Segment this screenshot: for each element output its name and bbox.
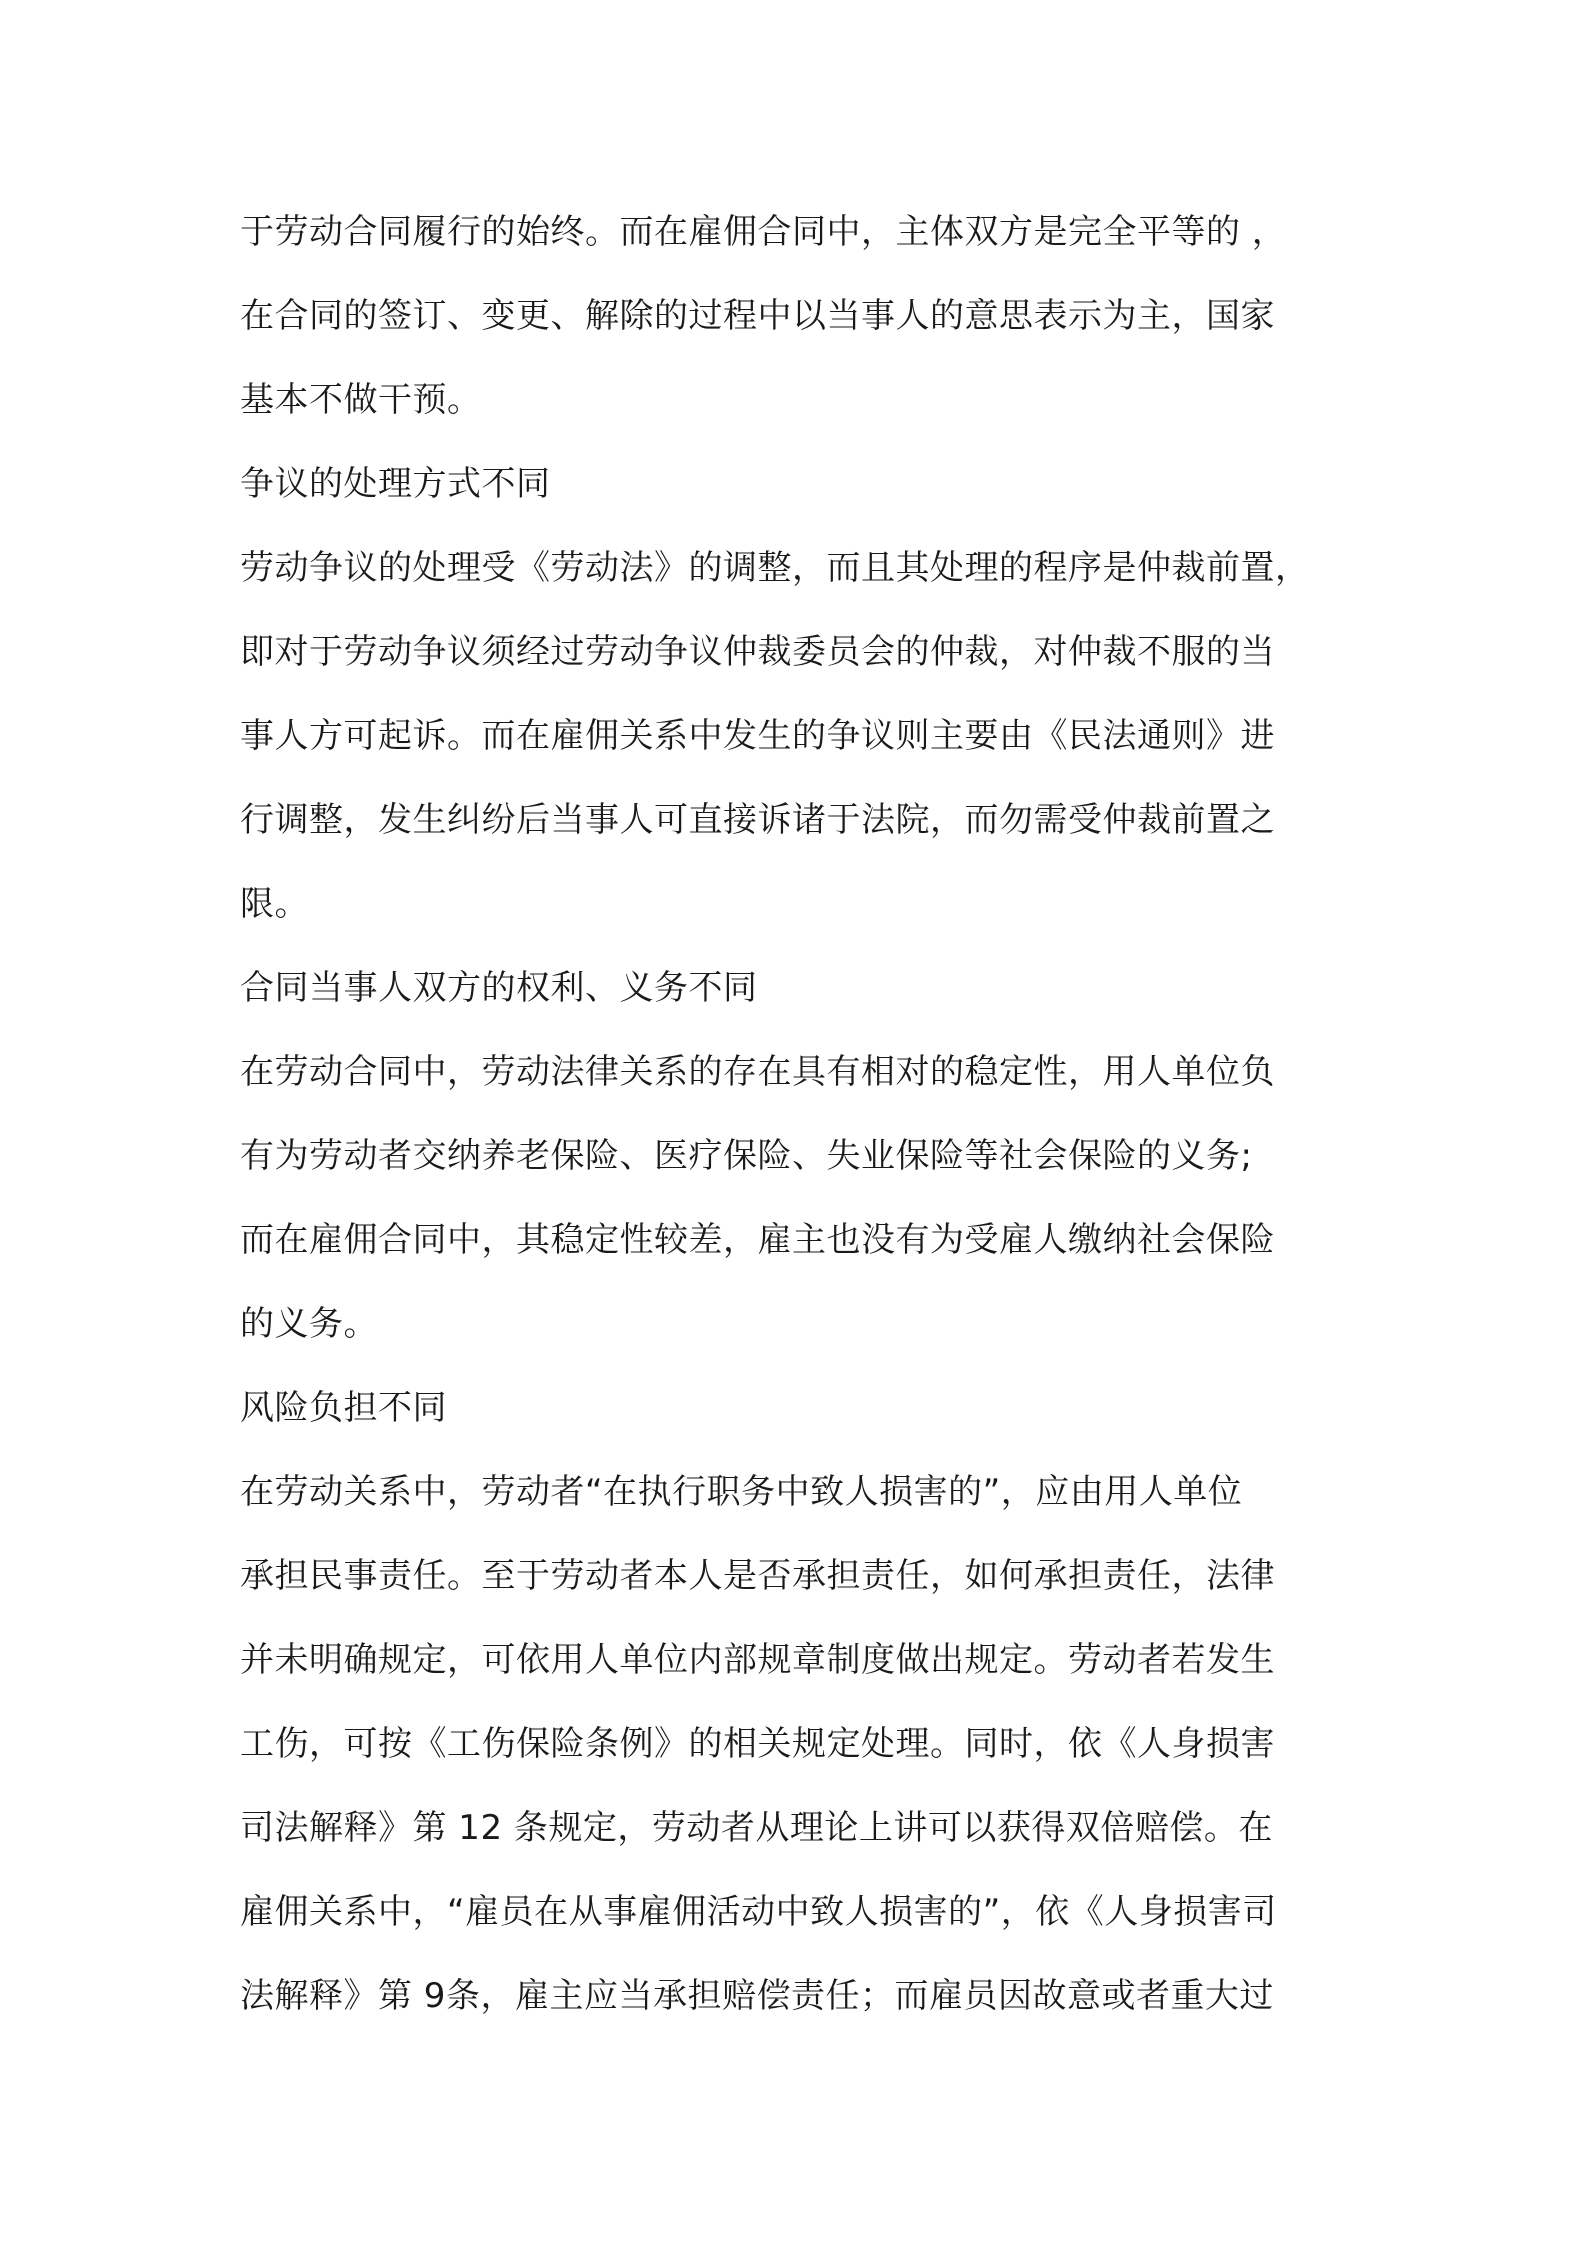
paragraph-line: 劳动争议的处理受《劳动法》的调整，而且其处理的程序是仲裁前置，	[240, 548, 1310, 588]
paragraph-line: 在劳动合同中，劳动法律关系的存在具有相对的稳定性，用人单位负	[240, 1052, 1275, 1092]
paragraph-line: 事人方可起诉。而在雇佣关系中发生的争议则主要由《民法通则》进	[240, 716, 1275, 756]
paragraph-line: 法解释》第 9条，雇主应当承担赔偿责任；而雇员因故意或者重大过	[240, 1976, 1274, 2016]
paragraph-line: 于劳动合同履行的始终。而在雇佣合同中，主体双方是完全平等的 ，	[240, 212, 1287, 252]
paragraph-line: 有为劳动者交纳养老保险、医疗保险、失业保险等社会保险的义务;	[240, 1136, 1253, 1176]
paragraph-line: 的义务。	[240, 1304, 378, 1344]
paragraph-line: 在合同的签订、变更、解除的过程中以当事人的意思表示为主，国家	[240, 296, 1275, 336]
paragraph-line: 限。	[240, 884, 309, 924]
section-heading: 风险负担不同	[240, 1388, 447, 1428]
paragraph-line: 司法解释》第 12 条规定，劳动者从理论上讲可以获得双倍赔偿。在	[240, 1808, 1273, 1848]
section-heading: 争议的处理方式不同	[240, 464, 551, 504]
section-heading: 合同当事人双方的权利、义务不同	[240, 968, 758, 1008]
document-body	[240, 204, 1370, 2052]
paragraph-line: 并未明确规定，可依用人单位内部规章制度做出规定。劳动者若发生	[240, 1640, 1275, 1680]
paragraph-line: 雇佣关系中，“雇员在从事雇佣活动中致人损害的”，依《人身损害司	[240, 1892, 1277, 1932]
paragraph-line: 即对于劳动争议须经过劳动争议仲裁委员会的仲裁，对仲裁不服的当	[240, 632, 1275, 672]
paragraph-line: 基本不做干预。	[240, 380, 482, 420]
paragraph-line: 工伤，可按《工伤保险条例》的相关规定处理。同时，依《人身损害	[240, 1724, 1275, 1764]
paragraph-line: 承担民事责任。至于劳动者本人是否承担责任，如何承担责任，法律	[240, 1556, 1275, 1596]
paragraph-line: 在劳动关系中，劳动者“在执行职务中致人损害的”，应由用人单位	[240, 1472, 1243, 1512]
paragraph-line: 而在雇佣合同中，其稳定性较差，雇主也没有为受雇人缴纳社会保险	[240, 1220, 1275, 1260]
paragraph-line: 行调整，发生纠纷后当事人可直接诉诸于法院，而勿需受仲裁前置之	[240, 800, 1275, 840]
